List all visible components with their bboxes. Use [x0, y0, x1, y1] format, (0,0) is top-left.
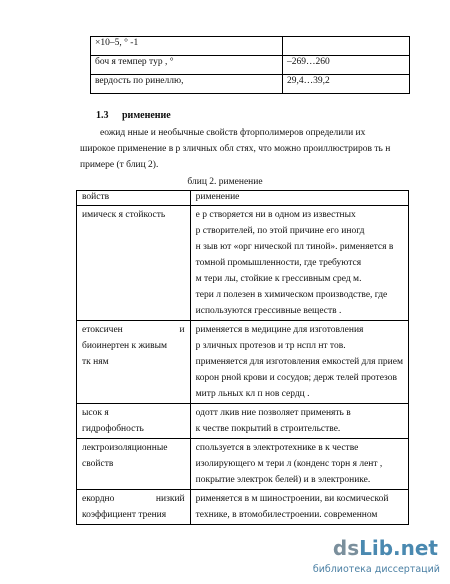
cell-text-line: н зыв ют «орг нической пл тиной». рименяется в	[195, 241, 394, 252]
table-cell: вердость по ринеллю,	[91, 75, 283, 94]
table-cell: ×10–5, ° -1	[91, 37, 283, 56]
table-row	[91, 75, 410, 94]
application-cell	[190, 403, 408, 438]
cell-text-line: тери л полезен в химическом производстве, где	[195, 289, 388, 300]
table-header-row	[77, 191, 409, 206]
cell-text-line: лектроизоляционные	[82, 442, 168, 453]
cell-text-line: покрытие электрок белей) и в электронике.	[195, 474, 371, 485]
table-row	[77, 438, 409, 489]
application-cell	[190, 489, 408, 524]
watermark	[296, 536, 446, 582]
property-cell	[77, 438, 191, 489]
cell-text-line: тк ням	[82, 356, 109, 367]
column-header-application: рименение	[190, 191, 408, 206]
cell-text-line: м тери лы, стойкие к грессивным сред м.	[195, 273, 362, 284]
cell-text-line: гидрофобность	[82, 423, 144, 434]
property-cell	[77, 320, 191, 403]
watermark-subtitle: библиотека диссертаций	[312, 564, 440, 575]
cell-text-line: биоинертен к живым	[82, 340, 168, 351]
application-cell	[190, 438, 408, 489]
column-header-property: войств	[77, 191, 191, 206]
table-row	[91, 56, 410, 75]
paragraph-line: примере (т блиц 2).	[80, 160, 159, 170]
table-row	[77, 403, 409, 438]
section-number: 1.3	[96, 110, 109, 121]
table-row	[91, 37, 410, 56]
property-cell	[77, 205, 191, 320]
cell-text-line: изолирующего м тери л (конденс торн я лент ,	[195, 458, 383, 469]
cell-text-line: применяется для изготовления емкостей для прием	[195, 356, 403, 367]
cell-text-line: имическ я стойкость	[82, 209, 166, 220]
cell-text-line: корон рной крови и сосудов; держ телей протезов	[195, 372, 397, 383]
cell-text-line: коэффициент трения	[82, 509, 167, 520]
cell-text-line: одотт лкив ние позволяет применять в	[195, 407, 351, 418]
cell-text-line: екордно низкий	[82, 493, 185, 504]
cell-text-line: рименяется в медицине для изготовления	[195, 324, 364, 335]
cell-text-line: томной промышленности, где требуются	[195, 257, 362, 268]
cell-text-line: р створителей, по этой причине его иногд	[195, 225, 365, 236]
logo-part: Lib.net	[359, 536, 438, 560]
cell-text-line: используются грессивные веществ .	[195, 305, 342, 316]
cell-text-line: свойств	[82, 458, 114, 469]
table-cell: 29,4…39,2	[283, 75, 410, 94]
table-row	[77, 320, 409, 403]
cell-text-line: е р створяется ни в одном из известных	[195, 209, 356, 220]
table-cell: боч я темпер тур , °	[91, 56, 283, 75]
table-row	[77, 205, 409, 320]
cell-text-line: к честве покрытий в строительстве.	[195, 423, 341, 434]
cell-text-line: спользуется в электротехнике в к честве	[195, 442, 359, 453]
property-cell	[77, 489, 191, 524]
section-title: рименение	[122, 110, 171, 121]
cell-text-line: ысок я	[82, 407, 109, 418]
logo-part: ds	[332, 536, 360, 560]
table-cell: –269…260	[283, 56, 410, 75]
application-cell	[190, 205, 408, 320]
cell-text-line: рименяется в м шиностроении, ви космической	[195, 493, 389, 504]
paragraph-line: еожид нные и необычные свойств фторполимеров определили их	[100, 128, 366, 138]
application-cell	[190, 320, 408, 403]
table-cell	[283, 37, 410, 56]
cell-text-line: технике, в втомобилестроении. современном	[195, 509, 378, 520]
table-row	[77, 489, 409, 524]
cell-text-line: етоксичен и	[82, 324, 185, 335]
cell-text-line: р зличных протезов и тр нспл нт тов.	[195, 340, 346, 351]
paragraph-line: широкое применение в р зличных обл стях, что можно проиллюстриров ть н	[80, 144, 391, 154]
properties-table-top	[90, 36, 410, 94]
dslib-logo	[333, 536, 438, 561]
cell-text-line: митр льных кл п нов сердц .	[195, 388, 310, 399]
table-caption: блиц 2. рименение	[187, 177, 263, 187]
section-heading	[96, 110, 171, 123]
applications-table	[76, 190, 409, 525]
property-cell	[77, 403, 191, 438]
